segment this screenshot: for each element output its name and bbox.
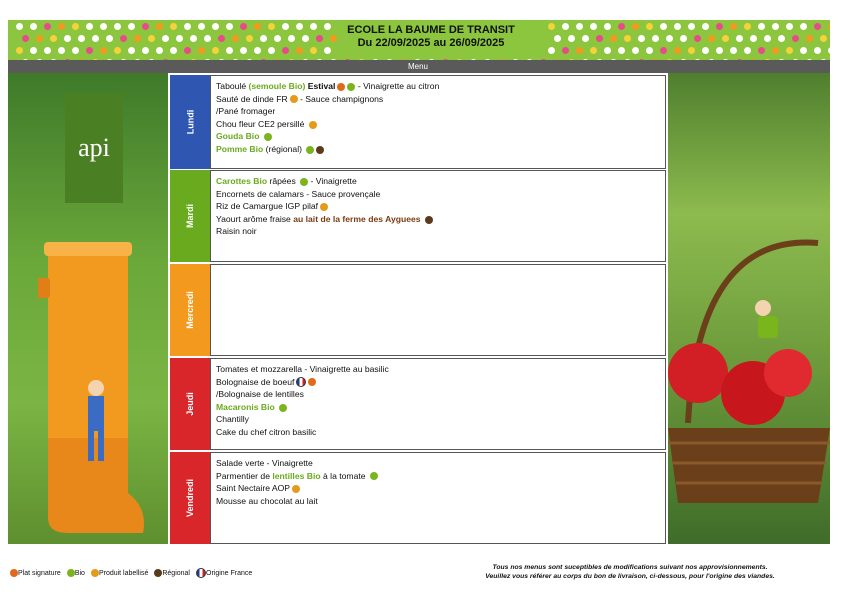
menu-text bbox=[421, 214, 423, 224]
day-tab-mardi bbox=[170, 170, 210, 262]
header-dot bbox=[652, 35, 659, 42]
header-dot bbox=[576, 23, 583, 30]
header-dot bbox=[260, 35, 267, 42]
menu-item bbox=[216, 401, 660, 414]
menu-text: au lait de la ferme des Ayguees bbox=[293, 213, 421, 224]
header-dot bbox=[772, 23, 779, 30]
menu-text: - Vinaigrette au citron bbox=[355, 81, 440, 91]
menu-item bbox=[216, 130, 660, 143]
day-menu-jeudi bbox=[210, 358, 666, 450]
header-dot bbox=[660, 23, 667, 30]
header-dot bbox=[64, 35, 71, 42]
header-dot bbox=[632, 23, 639, 30]
label-icon bbox=[91, 569, 99, 577]
header-dot bbox=[730, 23, 737, 30]
header-dot bbox=[568, 35, 575, 42]
footer-note bbox=[440, 563, 820, 581]
header-dot bbox=[100, 23, 107, 30]
header-dot bbox=[758, 23, 765, 30]
legend-label: Origine France bbox=[206, 569, 253, 577]
menu-text: Sauté de dinde FR bbox=[216, 93, 288, 104]
bio-icon bbox=[264, 133, 272, 141]
header-dot bbox=[232, 35, 239, 42]
menu-text: - Vinaigrette bbox=[308, 176, 357, 186]
day-menu-mardi bbox=[210, 170, 666, 262]
header-dot bbox=[218, 35, 225, 42]
header-dot bbox=[100, 47, 107, 54]
header-dot bbox=[744, 23, 751, 30]
header-dot bbox=[666, 35, 673, 42]
header-dot bbox=[674, 47, 681, 54]
header-dot bbox=[78, 35, 85, 42]
menu-text: Pomme Bio bbox=[216, 143, 264, 154]
header-dot bbox=[324, 23, 331, 30]
right-photo-panel bbox=[668, 73, 830, 544]
legend-item bbox=[194, 570, 252, 577]
menu-item bbox=[216, 143, 660, 156]
bio-icon bbox=[370, 472, 378, 480]
menu-item bbox=[216, 93, 660, 106]
header-dot bbox=[800, 23, 807, 30]
header-dot bbox=[296, 23, 303, 30]
header-dot bbox=[772, 47, 779, 54]
menu-item bbox=[216, 426, 660, 439]
menu-text: Tomates et mozzarella - Vinaigrette au basilic bbox=[216, 364, 389, 374]
day-tab-lundi bbox=[170, 75, 210, 169]
signature-icon bbox=[308, 378, 316, 386]
header-dot bbox=[750, 35, 757, 42]
header-dot bbox=[604, 23, 611, 30]
header-dot bbox=[176, 35, 183, 42]
menu-text: (régional) bbox=[263, 143, 305, 154]
menu-text: Taboulé bbox=[216, 81, 249, 91]
header-dot bbox=[114, 23, 121, 30]
menu-item bbox=[216, 482, 660, 495]
footer-note-line-2: Veuillez vous référer au corps du bon de livraison, ci-dessous, pour l'origine des viandes. bbox=[485, 573, 775, 580]
header-dot bbox=[120, 35, 127, 42]
menu-text: /Pané fromager bbox=[216, 106, 276, 117]
header-dot bbox=[722, 35, 729, 42]
signature-icon bbox=[337, 83, 345, 91]
header-dot bbox=[16, 23, 23, 30]
header-dot bbox=[50, 35, 57, 42]
menu-item bbox=[216, 200, 660, 213]
legend-item bbox=[8, 570, 61, 577]
legend-item bbox=[152, 570, 190, 577]
menu-text: Saint Nectaire AOP bbox=[216, 483, 291, 494]
menu-text: lentilles Bio bbox=[272, 470, 321, 481]
header-dot bbox=[820, 35, 827, 42]
regional-icon bbox=[316, 146, 324, 154]
france-icon bbox=[196, 568, 206, 578]
day-menu-mercredi bbox=[210, 264, 666, 356]
menu-text: (semoule Bio) bbox=[248, 81, 306, 91]
header-dot bbox=[708, 35, 715, 42]
header-dot bbox=[702, 47, 709, 54]
france-icon bbox=[296, 377, 306, 387]
menu-item bbox=[216, 118, 660, 131]
header-dot bbox=[786, 47, 793, 54]
header-dot bbox=[646, 23, 653, 30]
day-tab-jeudi bbox=[170, 358, 210, 450]
menu-item bbox=[216, 188, 660, 201]
header-title bbox=[338, 24, 524, 50]
header-dot bbox=[44, 23, 51, 30]
header-dot bbox=[310, 23, 317, 30]
header-dot bbox=[30, 23, 37, 30]
header-dot bbox=[170, 47, 177, 54]
menu-text: râpées bbox=[267, 176, 299, 186]
label-icon bbox=[290, 95, 298, 103]
header-dot bbox=[618, 23, 625, 30]
header-dot bbox=[254, 23, 261, 30]
bio-icon bbox=[306, 146, 314, 154]
header-dot bbox=[324, 47, 331, 54]
menu-item bbox=[216, 363, 660, 376]
header-dot bbox=[274, 35, 281, 42]
header-dot bbox=[660, 47, 667, 54]
header-dot bbox=[778, 35, 785, 42]
menu-text: - Sauce champignons bbox=[297, 93, 384, 104]
header-dot bbox=[72, 47, 79, 54]
header-dot bbox=[716, 47, 723, 54]
header-dot bbox=[142, 47, 149, 54]
menu-text: Bolognaise de boeuf bbox=[216, 376, 295, 387]
header-dot bbox=[744, 47, 751, 54]
header-dot bbox=[548, 23, 555, 30]
menu-item bbox=[216, 175, 660, 188]
header-dot bbox=[240, 47, 247, 54]
menu-item bbox=[216, 105, 660, 118]
header-dot bbox=[92, 35, 99, 42]
header-dot bbox=[624, 35, 631, 42]
header-dot bbox=[184, 23, 191, 30]
header-dot bbox=[128, 23, 135, 30]
header-dot bbox=[134, 35, 141, 42]
header-dot bbox=[254, 47, 261, 54]
header-dot bbox=[618, 47, 625, 54]
header-banner bbox=[8, 20, 830, 60]
header-dot bbox=[198, 23, 205, 30]
header-dot bbox=[58, 47, 65, 54]
header-dot bbox=[828, 23, 831, 30]
bio-icon bbox=[279, 404, 287, 412]
header-dot bbox=[590, 47, 597, 54]
api-logo-text: api bbox=[78, 133, 110, 162]
menu-item bbox=[216, 470, 660, 483]
header-dot bbox=[282, 47, 289, 54]
header-dot bbox=[86, 47, 93, 54]
header-dot bbox=[562, 23, 569, 30]
header-dot bbox=[226, 23, 233, 30]
menu-text: /Bolognaise de lentilles bbox=[216, 389, 304, 400]
footer-legend bbox=[8, 568, 256, 578]
day-label: Jeudi bbox=[184, 392, 195, 416]
menu-item bbox=[216, 388, 660, 401]
api-logo bbox=[65, 93, 123, 203]
menu-text: Mousse au chocolat au lait bbox=[216, 495, 318, 506]
header-dot bbox=[688, 23, 695, 30]
header-dot bbox=[786, 23, 793, 30]
label-icon bbox=[320, 203, 328, 211]
header-dot bbox=[680, 35, 687, 42]
header-dot bbox=[212, 23, 219, 30]
header-dot bbox=[330, 35, 337, 42]
header-dot bbox=[22, 35, 29, 42]
header-dot bbox=[86, 23, 93, 30]
header-dot bbox=[16, 47, 23, 54]
header-dot bbox=[162, 35, 169, 42]
header-dot bbox=[30, 47, 37, 54]
header-dot bbox=[814, 23, 821, 30]
header-dot bbox=[212, 47, 219, 54]
header-dot bbox=[302, 35, 309, 42]
menu-item bbox=[216, 225, 660, 238]
menu-text: Chou fleur CE2 persillé bbox=[216, 118, 307, 129]
day-tab-mercredi bbox=[170, 264, 210, 356]
header-dot bbox=[58, 23, 65, 30]
header-dot bbox=[604, 47, 611, 54]
header-dot bbox=[792, 35, 799, 42]
header-dot bbox=[44, 47, 51, 54]
label-icon bbox=[309, 121, 317, 129]
header-dot bbox=[694, 35, 701, 42]
header-dot bbox=[610, 35, 617, 42]
header-dot bbox=[828, 47, 831, 54]
menu-text: Salade verte - Vinaigrette bbox=[216, 458, 313, 468]
header-dot bbox=[310, 47, 317, 54]
header-dot bbox=[674, 23, 681, 30]
header-dot bbox=[190, 35, 197, 42]
header-dot bbox=[72, 23, 79, 30]
day-label: Mardi bbox=[184, 203, 195, 229]
menu-item bbox=[216, 413, 660, 426]
school-name: ECOLE LA BAUME DE TRANSIT bbox=[347, 24, 515, 36]
header-dot bbox=[240, 23, 247, 30]
menu-text: Raisin noir bbox=[216, 226, 257, 237]
menu-item bbox=[216, 213, 660, 226]
legend-item bbox=[89, 570, 148, 577]
menu-column-header: Menu bbox=[168, 60, 668, 73]
menu-text: Encornets de calamars - Sauce provençale bbox=[216, 188, 381, 199]
day-tab-vendredi bbox=[170, 452, 210, 544]
header-dot bbox=[764, 35, 771, 42]
header-dot bbox=[268, 23, 275, 30]
day-label: Mercredi bbox=[185, 291, 195, 329]
header-dot bbox=[296, 47, 303, 54]
header-dot bbox=[148, 35, 155, 42]
header-dot bbox=[582, 35, 589, 42]
header-dot bbox=[156, 47, 163, 54]
menu-text: Yaourt arôme fraise bbox=[216, 213, 294, 224]
header-dot bbox=[226, 47, 233, 54]
header-dot bbox=[554, 35, 561, 42]
legend-label: Plat signature bbox=[18, 569, 61, 577]
bio-icon bbox=[300, 178, 308, 186]
header-dot bbox=[142, 23, 149, 30]
legend-label: Régional bbox=[162, 569, 190, 577]
header-dot bbox=[548, 47, 555, 54]
day-label: Lundi bbox=[185, 109, 195, 135]
header-dot bbox=[156, 23, 163, 30]
menu-item bbox=[216, 376, 660, 389]
regional-icon bbox=[425, 216, 433, 224]
header-dot bbox=[596, 35, 603, 42]
header-dot bbox=[800, 47, 807, 54]
bio-icon bbox=[67, 569, 75, 577]
header-dot bbox=[758, 47, 765, 54]
day-menu-lundi bbox=[210, 75, 666, 169]
legend-label: Bio bbox=[74, 569, 85, 577]
menu-text: Estival bbox=[305, 81, 336, 91]
header-dot bbox=[736, 35, 743, 42]
header-dot bbox=[268, 47, 275, 54]
header-dot bbox=[282, 23, 289, 30]
menu-text: Macaronis Bio bbox=[216, 401, 278, 412]
day-menu-vendredi bbox=[210, 452, 666, 544]
header-dot bbox=[590, 23, 597, 30]
orange-boot-image bbox=[38, 238, 148, 538]
header-dot bbox=[632, 47, 639, 54]
day-label: Vendredi bbox=[184, 478, 195, 518]
header-dot bbox=[814, 47, 821, 54]
header-dot bbox=[316, 35, 323, 42]
header-dot bbox=[36, 35, 43, 42]
menu-item bbox=[216, 495, 660, 508]
header-dot bbox=[716, 23, 723, 30]
menu-text: Parmentier de bbox=[216, 470, 273, 481]
left-photo-panel bbox=[8, 73, 168, 544]
header-dot bbox=[646, 47, 653, 54]
header-dot bbox=[730, 47, 737, 54]
legend-item bbox=[65, 570, 85, 577]
header-dot bbox=[288, 35, 295, 42]
header-dot bbox=[184, 47, 191, 54]
header-dot bbox=[128, 47, 135, 54]
header-dot bbox=[702, 23, 709, 30]
menu-header-left bbox=[8, 60, 168, 73]
apple-basket-image bbox=[668, 223, 830, 503]
menu-text: Gouda Bio bbox=[216, 131, 262, 142]
header-dot bbox=[114, 47, 121, 54]
menu-header-right bbox=[668, 60, 830, 73]
signature-icon bbox=[10, 569, 18, 577]
header-dot bbox=[576, 47, 583, 54]
legend-label: Produit labellisé bbox=[98, 569, 149, 577]
menu-item bbox=[216, 457, 660, 470]
menu-text: Riz de Camargue IGP pilaf bbox=[216, 201, 319, 212]
header-dot bbox=[638, 35, 645, 42]
header-dot bbox=[106, 35, 113, 42]
header-dot bbox=[562, 47, 569, 54]
header-dot bbox=[198, 47, 205, 54]
menu-text: Cake du chef citron basilic bbox=[216, 426, 317, 437]
label-icon bbox=[292, 485, 300, 493]
header-dot bbox=[246, 35, 253, 42]
header-dot bbox=[806, 35, 813, 42]
header-dot bbox=[688, 47, 695, 54]
footer-note-line-1: Tous nos menus sont suceptibles de modifications suivant nos approvisionnements. bbox=[492, 564, 768, 571]
menu-text: Chantilly bbox=[216, 414, 249, 425]
menu-text: Carottes Bio bbox=[216, 176, 268, 186]
menu-dates: Du 22/09/2025 au 26/09/2025 bbox=[357, 37, 505, 49]
header-dot bbox=[204, 35, 211, 42]
header-dot bbox=[170, 23, 177, 30]
menu-text: à la tomate bbox=[320, 470, 368, 481]
menu-item bbox=[216, 80, 660, 93]
